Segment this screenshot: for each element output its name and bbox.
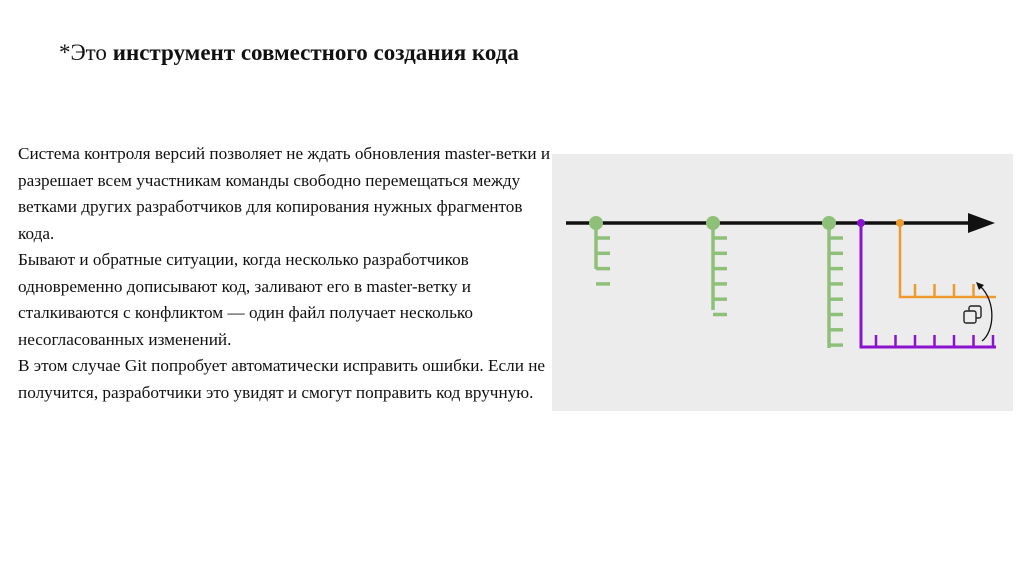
green-branch-3: [829, 223, 843, 348]
paragraph-2: Бывают и обратные ситуации, когда несколько разработчиков одновременно дописывают код, заливают его в master-ветку и сталкиваются с конфликтом — один файл получает несколько несогласованных изменений.: [18, 250, 473, 349]
git-branch-diagram: [552, 154, 1013, 411]
green-branch-3-node: [822, 216, 836, 230]
green-branch-2: [713, 223, 727, 315]
green-branch-2-node: [706, 216, 720, 230]
purple-branch-commits: [876, 335, 993, 347]
arrow-right-icon: [968, 213, 995, 233]
title-prefix: *Это: [59, 40, 113, 65]
paragraph-3: В этом случае Git попробует автоматически исправить ошибки. Если не получится, разработчики это увидят и смогут поправить код вручную.: [18, 356, 546, 402]
purple-branch: [861, 223, 996, 347]
green-branch-1: [596, 223, 610, 284]
diagram-svg: [552, 154, 1013, 411]
slide-title: [59, 40, 519, 66]
slide-body: [18, 141, 558, 406]
copy-icon: [964, 306, 981, 323]
title-bold: инструмент совместного создания кода: [112, 40, 519, 65]
paragraph-1: Система контроля версий позволяет не ждать обновления master-ветки и разрешает всем участникам команды свободно перемещаться между ветками других разработчиков для копирования нужных фрагментов кода.: [18, 144, 551, 243]
green-branch-1-commits: [596, 238, 610, 284]
master-branch: [566, 213, 995, 233]
orange-branch-commits: [915, 284, 974, 297]
green-branch-1-node: [589, 216, 603, 230]
green-branch-3-commits: [829, 238, 843, 345]
purple-branch-node: [857, 219, 865, 227]
green-branch-2-commits: [713, 238, 727, 315]
merge-arrow-icon: [980, 286, 992, 341]
orange-branch-node: [896, 219, 904, 227]
